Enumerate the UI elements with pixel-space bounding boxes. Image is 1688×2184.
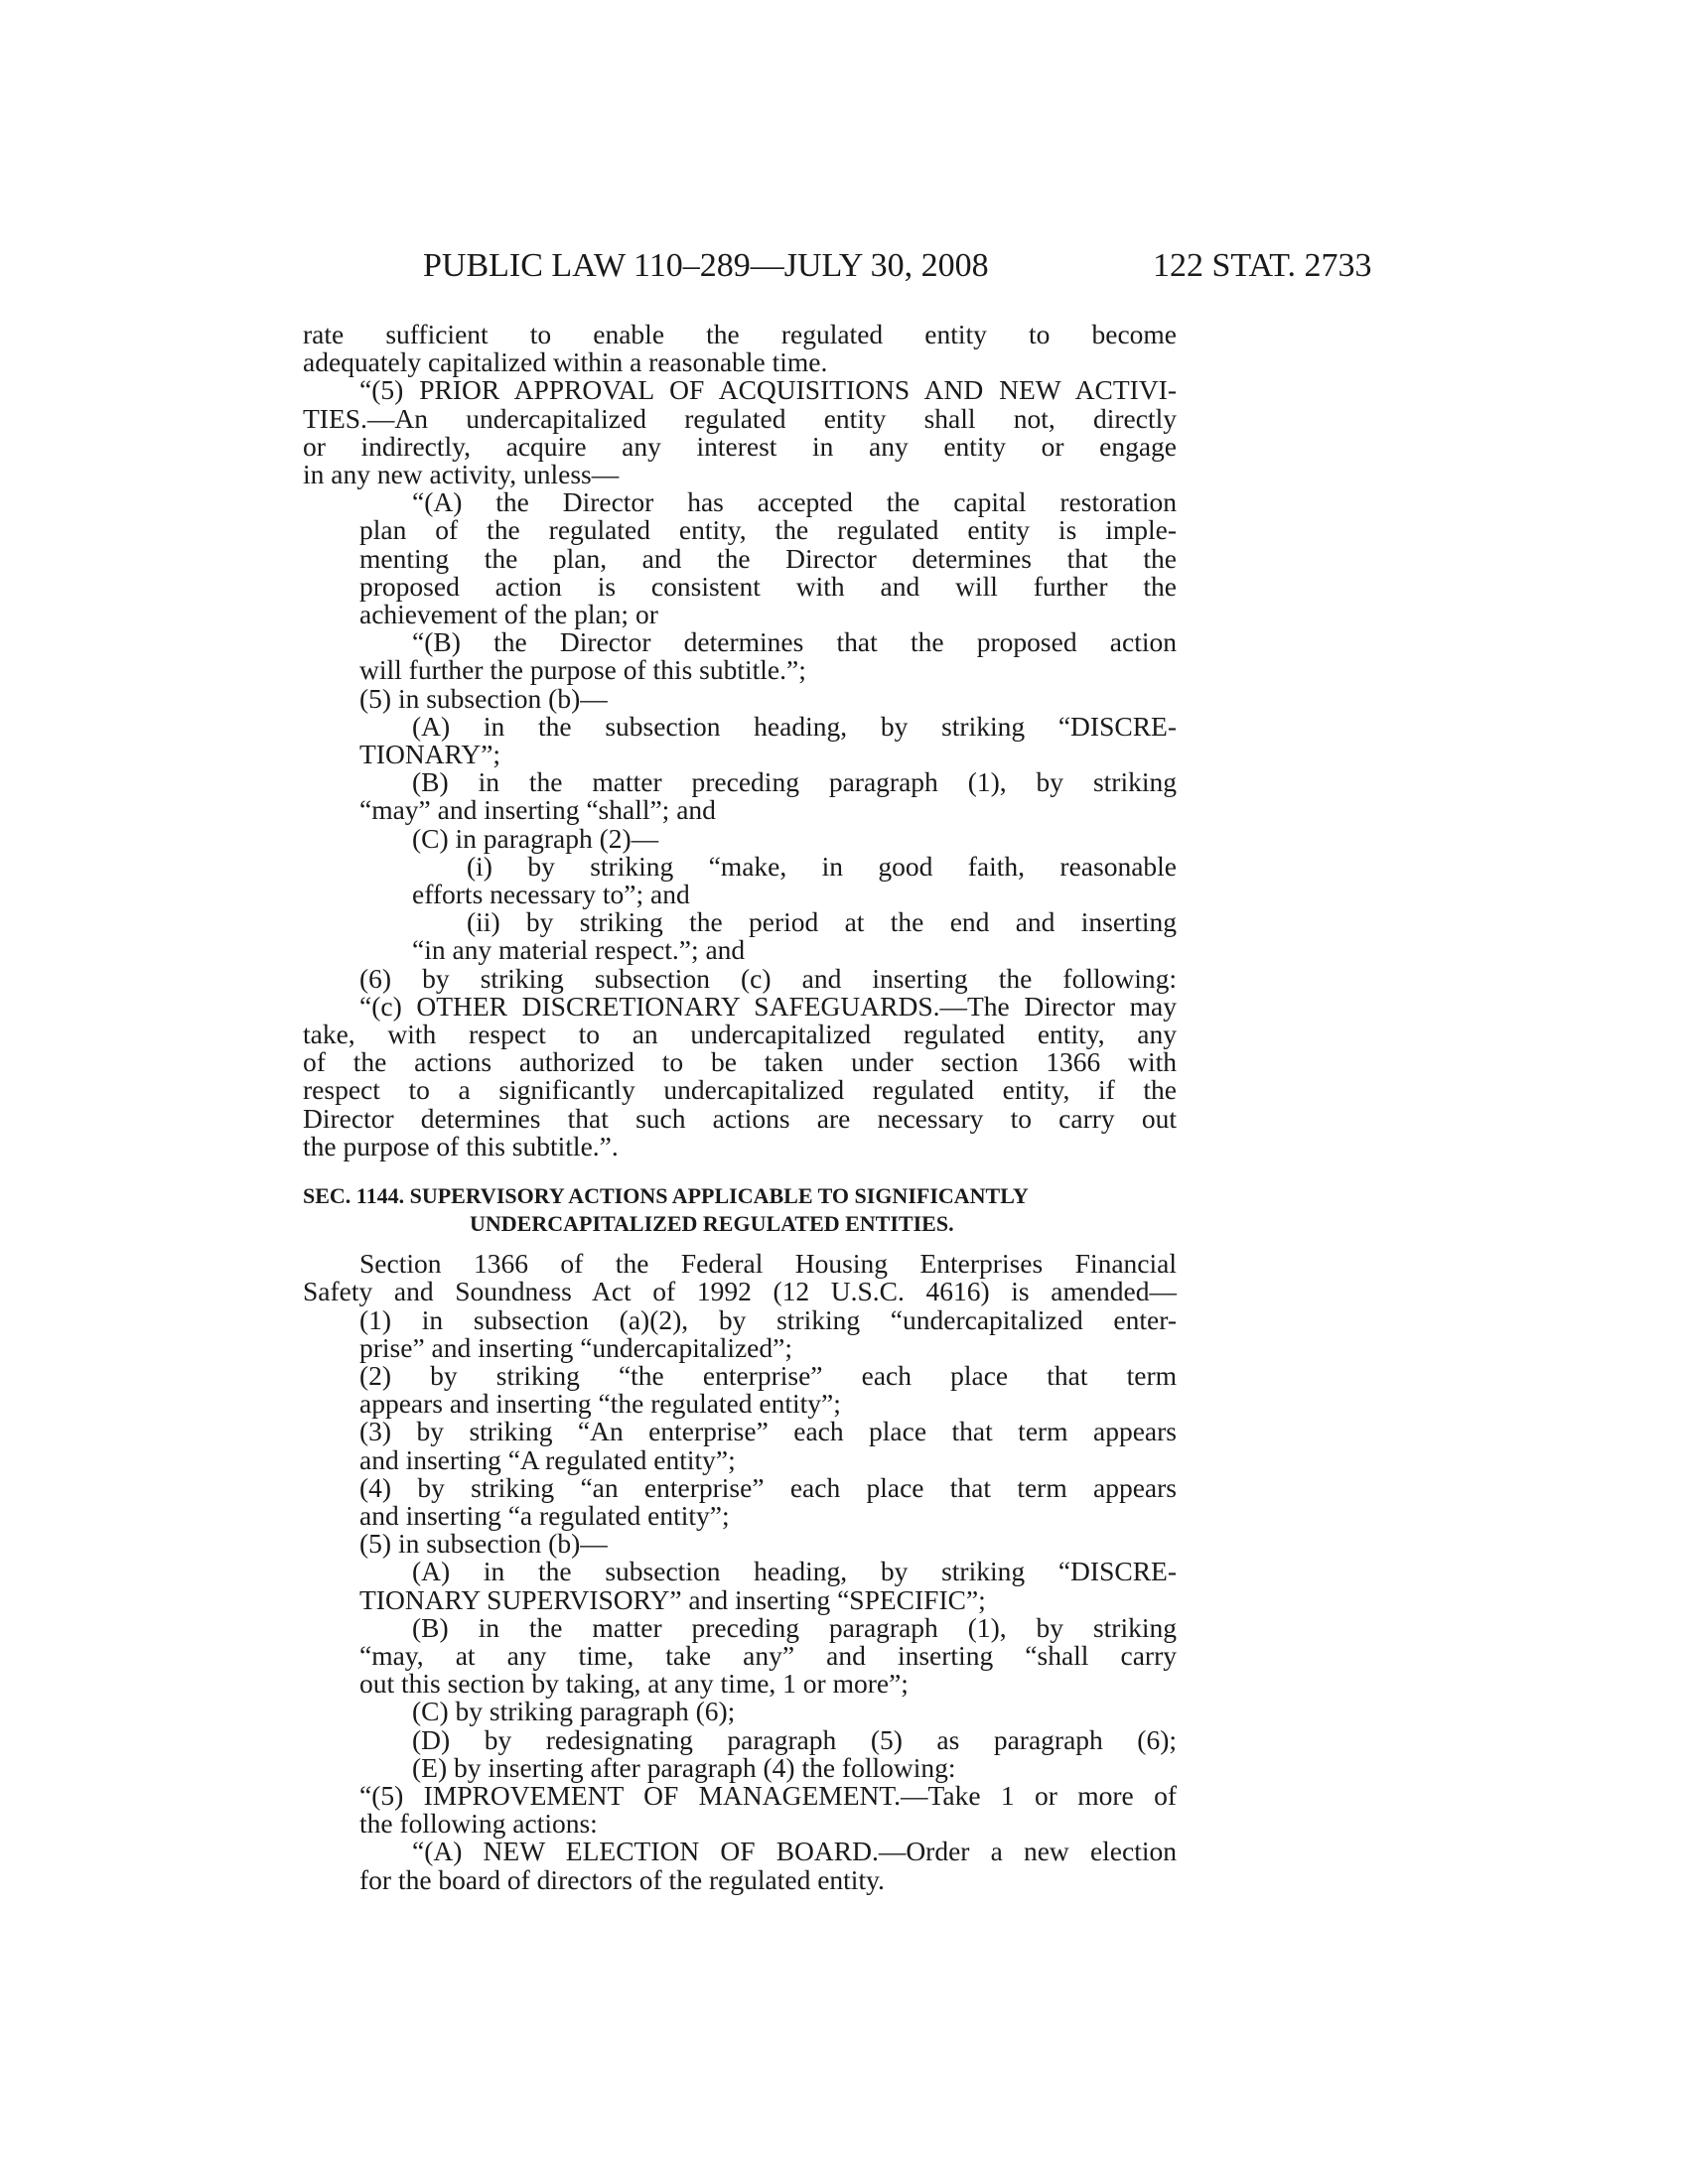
text-line: or indirectly, acquire any interest in any entity or engage [303, 430, 1177, 462]
text-line: (1) in subsection (a)(2), by striking “undercapitalized enter- [359, 1303, 1177, 1335]
text-line: “(5) IMPROVEMENT OF MANAGEMENT.—Take 1 or more of [359, 1779, 1177, 1811]
text-line: “(A) NEW ELECTION OF BOARD.—Order a new election [412, 1836, 1177, 1867]
text-line: proposed action is consistent with and will further the [359, 570, 1177, 602]
text-line: TIONARY SUPERVISORY” and inserting “SPECIFIC”; [359, 1583, 986, 1615]
text-line: (2) by striking “the enterprise” each place that term [359, 1359, 1177, 1391]
text-line: plan of the regulated entity, the regulated entity is imple- [359, 514, 1177, 546]
text-line: (A) in the subsection heading, by striking “DISCRE- [412, 710, 1177, 742]
text-line: “may, at any time, take any” and inserting “shall carry [359, 1639, 1177, 1671]
text-line: (ii) by striking the period at the end and inserting [467, 906, 1177, 938]
text-line: take, with respect to an undercapitalized regulated entity, any [303, 1019, 1177, 1050]
text-line: efforts necessary to”; and [412, 879, 690, 910]
running-header-page: 122 STAT. 2733 [1153, 247, 1372, 284]
text-line: (5) in subsection (b)— [359, 682, 608, 714]
text-line: (4) by striking “an enterprise” each place that term appears [359, 1471, 1177, 1503]
text-line: (i) by striking “make, in good faith, reasonable [467, 850, 1177, 882]
text-line: the purpose of this subtitle.”. [303, 1130, 619, 1161]
text-line: (D) by redesignating paragraph (5) as paragraph (6); [412, 1723, 1177, 1755]
text-line: appears and inserting “the regulated entity”; [359, 1388, 841, 1420]
text-line: of the actions authorized to be taken under section 1366 with [303, 1046, 1177, 1078]
text-line: prise” and inserting “undercapitalized”; [359, 1331, 792, 1363]
section-heading: SEC. 1144. SUPERVISORY ACTIONS APPLICABLE TO SIGNIFICANTLY [303, 1183, 1029, 1209]
text-line: Safety and Soundness Act of 1992 (12 U.S.C. 4616) is amended— [303, 1276, 1177, 1307]
text-line: “(A) the Director has accepted the capital restoration [412, 486, 1177, 518]
text-line: “(5) PRIOR APPROVAL OF ACQUISITIONS AND NEW ACTIVI- [359, 374, 1177, 406]
running-header-title: PUBLIC LAW 110–289—JULY 30, 2008 [423, 247, 989, 284]
text-line: (C) by striking paragraph (6); [412, 1696, 736, 1727]
text-line: (C) in paragraph (2)— [412, 822, 659, 854]
text-line: Section 1366 of the Federal Housing Enterprises Financial [359, 1248, 1177, 1280]
text-line: adequately capitalized within a reasonable time. [303, 346, 828, 378]
text-line: “(B) the Director determines that the proposed action [412, 626, 1177, 658]
text-line: will further the purpose of this subtitle.”; [359, 654, 806, 686]
text-line: (3) by striking “An enterprise” each place that term appears [359, 1416, 1177, 1447]
text-line: in any new activity, unless— [303, 459, 620, 490]
text-line: (6) by striking subsection (c) and inserting the following: [359, 962, 1177, 994]
text-line: (5) in subsection (b)— [359, 1528, 608, 1560]
text-line: and inserting “A regulated entity”; [359, 1443, 736, 1475]
text-line: achievement of the plan; or [359, 599, 658, 630]
text-line: TIES.—An undercapitalized regulated entity shall not, directly [303, 402, 1177, 434]
text-line: menting the plan, and the Director determines that the [359, 542, 1177, 574]
text-line: the following actions: [359, 1808, 598, 1840]
text-line: (A) in the subsection heading, by striking “DISCRE- [412, 1556, 1177, 1587]
text-line: and inserting “a regulated entity”; [359, 1499, 730, 1531]
text-line: “(c) OTHER DISCRETIONARY SAFEGUARDS.—The Director may [359, 990, 1177, 1022]
text-line: TIONARY”; [359, 739, 501, 770]
text-line: “in any material respect.”; and [412, 934, 746, 966]
text-line: “may” and inserting “shall”; and [359, 794, 716, 826]
text-line: (E) by inserting after paragraph (4) the following: [412, 1751, 956, 1783]
text-line: (B) in the matter preceding paragraph (1), by striking [412, 1611, 1177, 1643]
text-line: respect to a significantly undercapitalized regulated entity, if the [303, 1074, 1177, 1106]
text-line: for the board of directors of the regulated entity. [359, 1863, 885, 1895]
text-line: Director determines that such actions are necessary to carry out [303, 1102, 1177, 1134]
section-heading-continued: UNDERCAPITALIZED REGULATED ENTITIES. [470, 1211, 954, 1237]
text-line: (B) in the matter preceding paragraph (1), by striking [412, 766, 1177, 798]
text-line: out this section by taking, at any time, 1 or more”; [359, 1668, 909, 1700]
text-line: rate sufficient to enable the regulated entity to become [303, 319, 1177, 349]
document-body [303, 321, 1177, 1894]
